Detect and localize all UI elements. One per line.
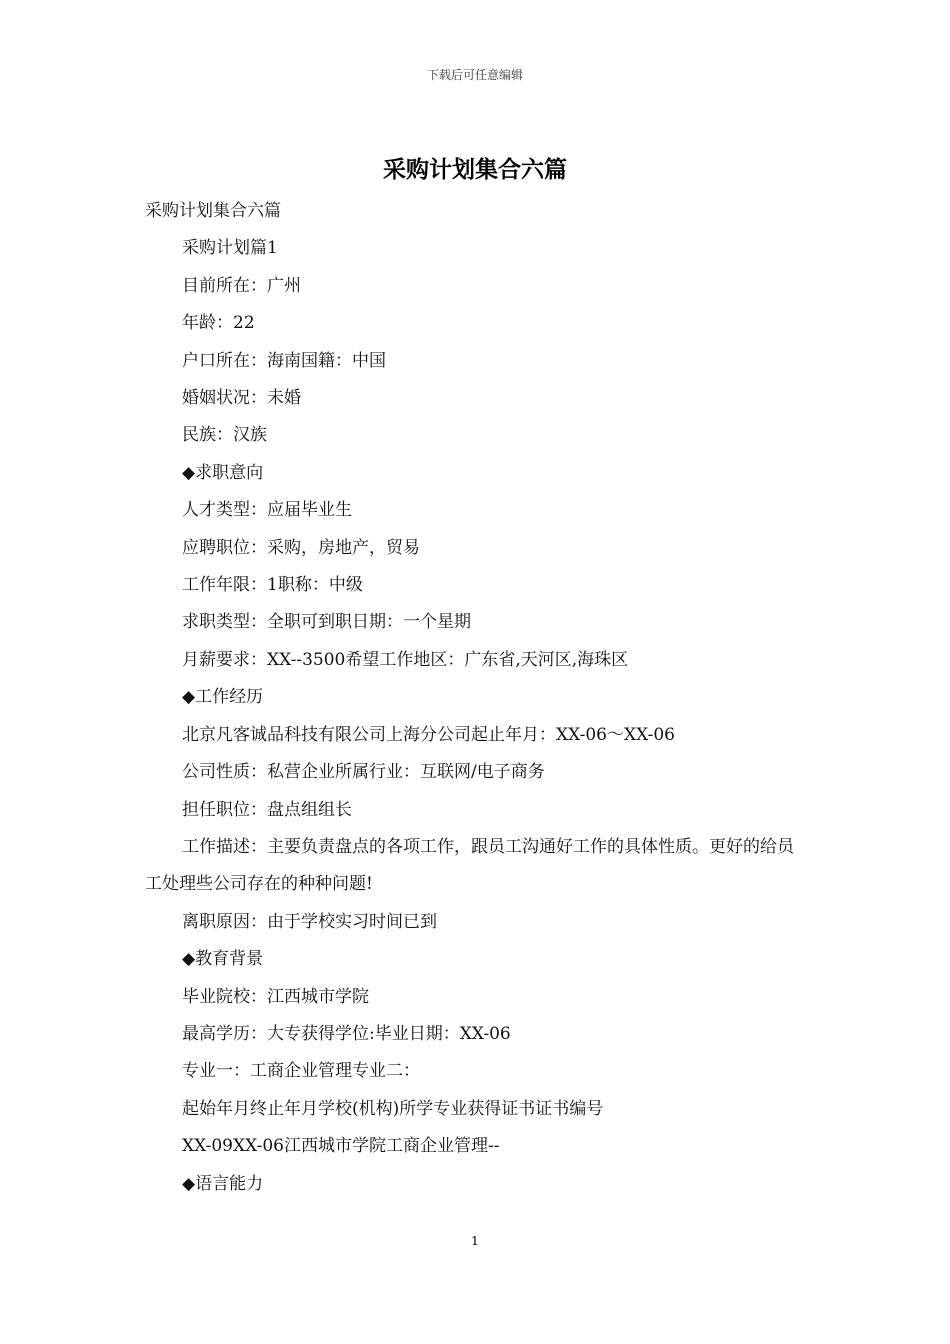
paragraph-education-table-row: XX-09XX-06江西城市学院工商企业管理-- (182, 1136, 500, 1157)
paragraph-company: 北京凡客诚品科技有限公司上海分公司起止年月：XX-06～XX-06 (182, 724, 675, 745)
paragraph-age: 年龄：22 (182, 313, 255, 334)
paragraph-position-held: 担任职位：盘点组组长 (182, 799, 352, 820)
paragraph-company-nature: 公司性质：私营企业所属行业：互联网/电子商务 (182, 762, 545, 783)
paragraph-job-description: 工作描述：主要负责盘点的各项工作，跟员工沟通好工作的具体性质。更好的给员工处理些公司存在的种种问题! (145, 836, 794, 895)
paragraph-highest-degree: 最高学历：大专获得学位:毕业日期：XX-06 (182, 1023, 511, 1044)
paragraph-language-heading: ◆语言能力 (182, 1173, 264, 1194)
paragraph-marital-status: 婚姻状况：未婚 (182, 388, 301, 409)
paragraph-job-type: 求职类型：全职可到职日期：一个星期 (182, 612, 471, 633)
paragraph-salary: 月薪要求：XX--3500希望工作地区：广东省,天河区,海珠区 (182, 649, 629, 670)
paragraph-section-heading: 采购计划篇1 (182, 238, 278, 259)
paragraph-location: 目前所在：广州 (182, 275, 301, 296)
paragraph-job-intention-heading: ◆求职意向 (182, 462, 264, 483)
paragraph-ethnicity: 民族：汉族 (182, 425, 267, 446)
page-number: 1 (471, 1234, 479, 1248)
document-title: 采购计划集合六篇 (383, 156, 567, 183)
paragraph-leaving-reason: 离职原因：由于学校实习时间已到 (182, 911, 437, 932)
paragraph-applied-position: 应聘职位：采购，房地产，贸易 (182, 537, 420, 558)
document-body (145, 193, 810, 1203)
paragraph-education-heading: ◆教育背景 (182, 949, 264, 970)
paragraph-talent-type: 人才类型：应届毕业生 (182, 500, 352, 521)
paragraph-work-experience-heading: ◆工作经历 (182, 687, 264, 708)
paragraph-major: 专业一：工商企业管理专业二： (182, 1061, 420, 1082)
page-header-note: 下载后可任意编辑 (426, 68, 523, 82)
paragraph-subtitle: 采购计划集合六篇 (145, 201, 281, 221)
paragraph-education-table-header: 起始年月终止年月学校(机构)所学专业获得证书证书编号 (182, 1098, 604, 1119)
paragraph-work-years: 工作年限：1职称：中级 (182, 575, 363, 596)
paragraph-school: 毕业院校：江西城市学院 (182, 986, 369, 1007)
paragraph-hukou: 户口所在：海南国籍：中国 (182, 350, 386, 371)
